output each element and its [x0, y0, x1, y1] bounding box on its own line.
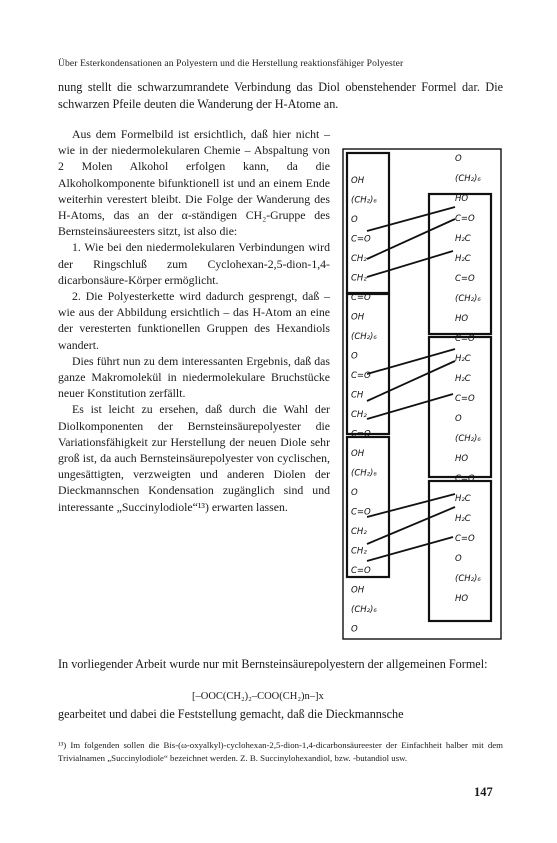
- intro-paragraph: nung stellt die schwarzumrandete Verbindung das Diol obenstehender Formel dar. Die schwarzen Pfeile deuten die Wanderung der H-Atome an.: [58, 80, 503, 112]
- text-column: [58, 126, 330, 515]
- paragraph-ergebnis: Dies führt nun zu dem interessanten Ergebnis, daß das ganze Makromolekül in niedermolekulare Bruchstücke neuer Konstitution zerfällt.: [58, 353, 330, 401]
- general-formula: [–OOC(CH₂)₂–COO(CH₂)n–]x: [192, 691, 324, 702]
- right-label-18: H₂C: [455, 514, 471, 524]
- paragraph-point-2: 2. Die Polyesterkette wird dadurch gesprengt, daß – wie aus der Abbildung ersichtlich – das H-Atom an eine der veresterten funktionellen Gruppen des Hexandiols wandert.: [58, 289, 330, 352]
- left-label-19: CH₂: [351, 546, 367, 557]
- left-label-21: OH: [351, 585, 365, 596]
- right-label-15: HO: [455, 454, 469, 464]
- left-label-10: C=O: [351, 371, 371, 381]
- right-label-7: (CH₂)₆: [455, 294, 481, 304]
- right-label-4: H₂C: [455, 234, 471, 244]
- paragraph-diolkomponenten: Es ist leicht zu ersehen, daß durch die Wahl der Diolkomponenten der Bernsteinsäurepolyester die Variationsfähigkeit zur Herstellung der neuen Diole sehr groß ist, da auch Bernsteinsäurepolyester von cyclischen, ungesättigten, verzweigten und anderen Diolen der Dieckmannschen Kondensation zugänglich sind und interessante „Succinylodiole“¹³) erwarten lassen.: [58, 402, 330, 514]
- right-label-13: O: [455, 414, 462, 424]
- left-label-12: CH₂: [351, 410, 367, 420]
- left-label-0: OH: [351, 176, 365, 186]
- right-label-9: C=O: [455, 334, 475, 344]
- right-chain-labels: [455, 154, 481, 604]
- left-label-8: (CH₂)₆: [351, 332, 377, 342]
- right-label-16: C=O: [455, 474, 475, 484]
- page-number: 147: [474, 785, 493, 799]
- left-label-11: CH: [351, 390, 364, 401]
- left-label-1: (CH₂)₆: [351, 195, 377, 206]
- arrow-lines: [367, 207, 455, 561]
- right-label-12: C=O: [455, 394, 475, 404]
- left-label-22: (CH₂)₆: [351, 605, 377, 615]
- right-label-3: C=O: [455, 214, 475, 224]
- right-label-1: (CH₂)₆: [455, 174, 481, 184]
- left-label-2: O: [351, 215, 358, 225]
- left-label-15: (CH₂)₆: [351, 468, 377, 479]
- left-chain-labels: [351, 176, 377, 635]
- left-label-4: CH₂: [351, 254, 367, 264]
- right-label-14: (CH₂)₆: [455, 434, 481, 444]
- footnote-13: ¹³) Im folgenden sollen die Bis-(ω-oxyalkyl)-cyclohexan-2,5-dion-1,4-dicarbonsäureester der Einfachheit halber mit dem Trivialnamen „Succinylodiole“ bezeichnet werden. Z. B. Succinylohexandiol, bzw. -butandiol usw.: [58, 740, 503, 763]
- left-label-6: C=O: [351, 293, 371, 303]
- right-label-2: HO: [455, 194, 469, 204]
- left-label-23: O: [351, 624, 358, 635]
- paragraph-formel: In vorliegender Arbeit wurde nur mit Bernsteinsäurepolyestern der allgemeinen Formel:: [58, 657, 488, 671]
- running-head: Über Esterkondensationen an Polyestern und die Herstellung reaktionsfähiger Polyester: [58, 58, 404, 69]
- left-label-14: OH: [351, 449, 365, 459]
- right-label-0: O: [455, 154, 462, 164]
- right-label-8: HO: [455, 314, 469, 324]
- right-label-11: H₂C: [455, 374, 471, 384]
- right-label-20: O: [455, 554, 462, 564]
- polyester-structure-figure: [337, 139, 507, 643]
- paragraph-dieckmann: gearbeitet und dabei die Feststellung gemacht, daß die Dieckmannsche: [58, 707, 404, 721]
- left-label-17: C=O: [351, 507, 371, 518]
- paragraph-point-1: 1. Wie bei den niedermolekularen Verbindungen wird der Ringschluß zum Cyclohexan-2,5-dion-1,4-dicarbonsäure-Körper ermöglicht.: [58, 240, 330, 287]
- left-label-7: OH: [351, 312, 365, 323]
- right-label-6: C=O: [455, 274, 475, 284]
- left-label-3: C=O: [351, 234, 371, 245]
- paragraph-formelbild: Aus dem Formelbild ist ersichtlich, daß hier nicht – wie in der niedermolekularen Chemie – Abspaltung von 2 Molen Alkohol erfolgen kann, da die Alkoholkomponente bifunktionell ist und an einem Ende weiterhin verestert bleibt. Die Folge der Wanderung des H-Atoms, das an der α-ständigen CH₂-Gruppe des Bernsteinsäureesters sitzt, ist also die:: [58, 127, 330, 239]
- left-label-16: O: [351, 488, 358, 498]
- right-label-21: (CH₂)₆: [455, 574, 481, 584]
- left-label-20: C=O: [351, 566, 371, 576]
- left-label-18: CH₂: [351, 527, 367, 537]
- left-label-13: C=O: [351, 429, 371, 440]
- left-label-5: CH₂: [351, 273, 367, 284]
- right-label-5: H₂C: [455, 254, 471, 264]
- right-label-22: HO: [455, 594, 469, 604]
- right-label-19: C=O: [455, 534, 475, 544]
- right-label-17: H₂C: [455, 494, 471, 504]
- left-label-9: O: [351, 351, 358, 362]
- right-label-10: H₂C: [455, 354, 471, 364]
